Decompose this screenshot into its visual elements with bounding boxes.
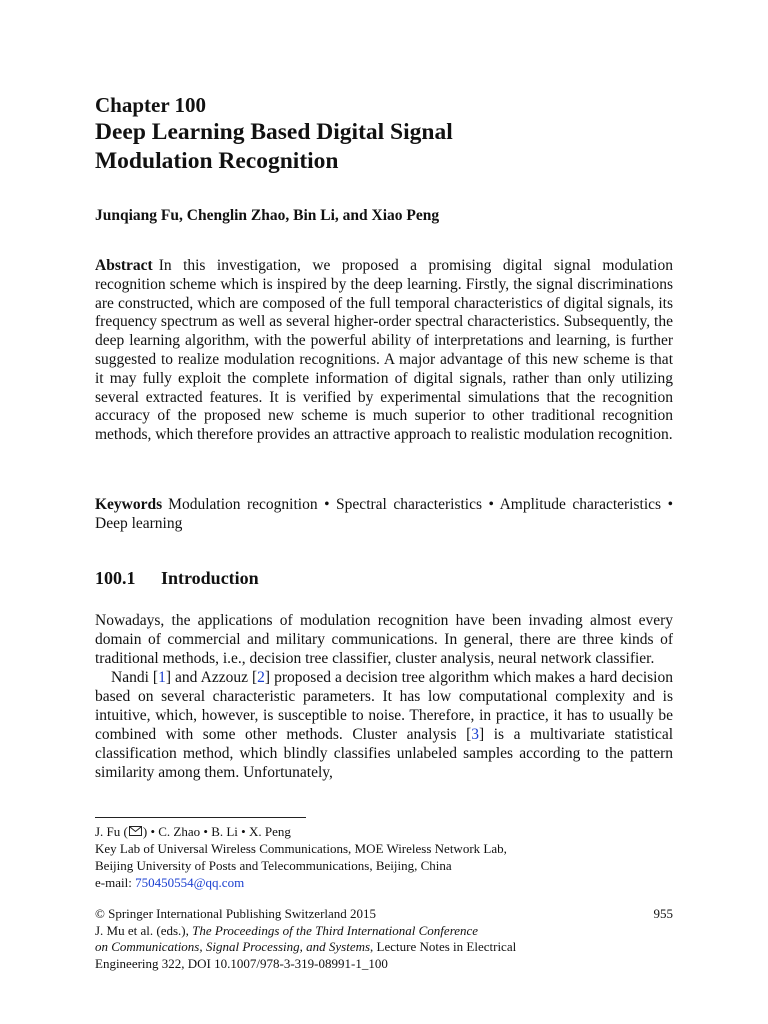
email-label: e-mail:	[95, 875, 136, 890]
paragraph-2-part: ] is a multivariate statistical classification method, which blindly classifies unlabeled samples according to the pattern similarity among them. Unfortunately,	[95, 726, 674, 781]
paragraph-2-part: ] and Azzouz [	[165, 669, 258, 686]
author-list: Junqiang Fu, Chenglin Zhao, Bin Li, and Xiao Peng	[95, 207, 440, 224]
footnote-email	[95, 874, 673, 891]
email-link[interactable]: 750450554@qq.com	[135, 875, 245, 890]
citation-link-1[interactable]: 1	[158, 669, 166, 686]
copyright-line-4: Engineering 322, DOI 10.1007/978-3-319-08991-1_100	[95, 955, 388, 971]
paragraph-1: Nowadays, the applications of modulation recognition have been invading almost every domain of commercial and military communications. In general, there are three kinds of traditional methods, i.e., decision tree classifier, cluster analysis, neural network classifier.	[95, 612, 673, 667]
footnote-affiliation-2: Beijing University of Posts and Telecommunications, Beijing, China	[95, 858, 452, 873]
chapter-title	[95, 118, 673, 176]
citation-link-3[interactable]: 3	[471, 726, 480, 743]
section-heading	[95, 567, 673, 589]
footnote-authors-part: J. Fu (	[95, 824, 128, 839]
chapter-title-line-1: Deep Learning Based Digital Signal	[95, 119, 453, 145]
copyright-text: J. Mu et al. (eds.),	[95, 922, 193, 938]
author-footnote	[95, 823, 673, 891]
copyright-block	[95, 906, 673, 972]
copyright-line-3	[95, 939, 673, 956]
citation-link-2[interactable]: 2	[257, 669, 265, 686]
abstract	[95, 257, 673, 445]
footnote-affiliation-1: Key Lab of Universal Wireless Communications, MOE Wireless Network Lab,	[95, 841, 507, 856]
keywords-text: Modulation recognition • Spectral characteristics • Amplitude characteristics • Deep learning	[95, 496, 673, 532]
envelope-icon	[129, 826, 142, 836]
copyright-line-2	[95, 923, 673, 940]
keywords	[95, 496, 673, 534]
copyright-line-1: © Springer International Publishing Switzerland 2015	[95, 906, 377, 921]
abstract-label: Abstract	[95, 257, 153, 274]
body-text	[95, 611, 673, 782]
keywords-label: Keywords	[95, 496, 163, 513]
page-number: 955	[653, 906, 673, 921]
footnote-divider	[95, 817, 306, 818]
copyright-text: , Lecture Notes in Electrical	[370, 939, 517, 954]
section-title: Introduction	[161, 568, 259, 588]
chapter-title-line-2: Modulation Recognition	[95, 148, 339, 174]
footnote-authors	[95, 823, 673, 840]
chapter-label: Chapter 100	[95, 93, 207, 117]
proceedings-title: on Communications, Signal Processing, and Systems	[95, 939, 371, 954]
abstract-text: In this investigation, we proposed a promising digital signal modulation recognition scheme which is inspired by the deep learning. Firstly, the signal discriminations are constructed, which are composed of the full temporal characteristics of digital signals, its frequency spectrum as well as several higher-order spectral characteristics. Subsequently, the deep learning algorithm, with the powerful ability of interpretations and learning, is further suggested to realize modulation recognitions. A major advantage of this new scheme is that it may fully exploit the complete information of digital signals, rather than only utilizing several extracted features. It is verified by experimental simulations that the recognition accuracy of the proposed new scheme is much superior to other traditional recognition methods, which therefore provides an attractive approach to realistic modulation recognition.	[95, 257, 673, 444]
footnote-authors-part: ) • C. Zhao • B. Li • X. Peng	[142, 824, 291, 839]
paragraph-2-part: ] proposed a decision tree algorithm which makes a hard decision based on several characteristic parameters. It has low computational complexity and is intuitive, which, however, is susceptible to noise. Therefore, in practice, it has to usually be combined with some other methods. Cluster analysis [	[95, 669, 673, 743]
paragraph-2-part: Nandi [	[111, 669, 159, 686]
section-number: 100.1	[95, 568, 136, 588]
paragraph-2	[95, 668, 673, 782]
proceedings-title: The Proceedings of the Third International Conference	[192, 922, 479, 938]
